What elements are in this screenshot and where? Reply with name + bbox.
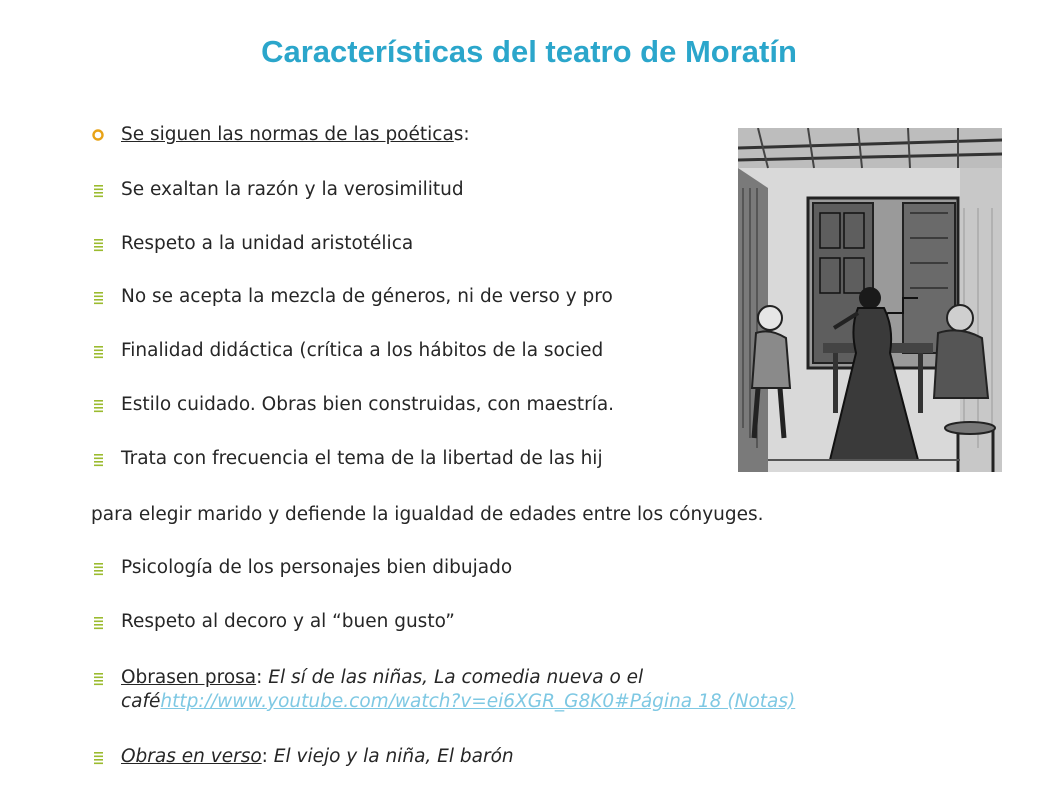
sub-bullet-icon [91,339,111,363]
bullet-text: Psicología de los personajes bien dibujado [121,557,513,578]
main-point-rest: s: [453,124,470,145]
youtube-link[interactable]: http://www.youtube.com/watch?v=ei6XGR_G8K0#Página 18 (Notas) [160,691,796,712]
bullet-text: Finalidad didáctica (crítica a los hábitos de la socied [121,340,604,361]
verse-label: Obras en verso [121,746,262,767]
prose-label: Obrasen prosa [121,667,257,688]
continuation-text: para elegir marido y defiende la igualdad de edades entre los cónyuges. [91,504,764,525]
bullet-text: Respeto al decoro y al “buen gusto” [121,611,455,632]
bullet-text: Estilo cuidado. Obras bien construidas, con maestría. [121,394,615,415]
bullet-text: No se acepta la mezcla de géneros, ni de verso y pro [121,286,613,307]
engraving-illustration [738,128,1002,472]
prose-titles: El sí de las niñas, La comedia nueva o el [268,667,644,688]
sub-bullet-icon [91,666,111,690]
sub-bullet-icon [91,232,111,256]
sub-bullet-icon [91,393,111,417]
prose-cafe: café [121,691,161,712]
prose-colon: : [256,667,269,688]
sub-bullet-icon [91,745,111,769]
verse-colon: : [261,746,274,767]
sub-bullet-icon [91,178,111,202]
sub-bullet-icon [91,285,111,309]
main-bullet-icon [91,123,111,147]
bullet-text: Trata con frecuencia el tema de la libertad de las hij [121,448,603,469]
main-point-underlined: Se siguen las normas de las poética [121,124,454,145]
sub-bullet-icon [91,556,111,580]
verse-titles: El viejo y la niña, El barón [273,746,514,767]
sub-bullet-icon [91,610,111,634]
bullet-text: Respeto a la unidad aristotélica [121,233,414,254]
slide-title: Características del teatro de Moratín [261,34,797,69]
bullet-text: Se exaltan la razón y la verosimilitud [121,179,464,200]
sub-bullet-icon [91,447,111,471]
